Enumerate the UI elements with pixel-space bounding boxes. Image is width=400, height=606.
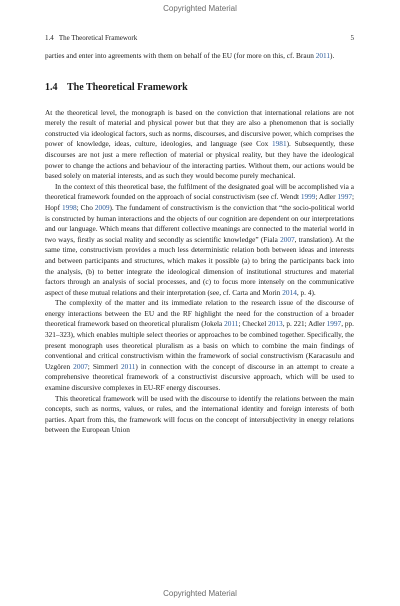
running-head-section: 1.4 The Theoretical Framework: [45, 34, 138, 42]
citation-link[interactable]: 2011: [315, 51, 331, 60]
paragraph-4: This theoretical framework will be used with the discourse to identify the relations between the main concepts, such as norms, values, or rules, and the international identity and foreign interests of both parties. Apart from this, the framework will focus on the concept of intersubjectivity in energy relations between the European Union: [45, 393, 354, 435]
citation-link[interactable]: 2013: [268, 319, 283, 329]
citation-link[interactable]: 1997: [326, 319, 342, 329]
paragraph-3: The complexity of the matter and its immediate relation to the research issue of the discourse of energy interactions between the EU and the RF highlight the need for the construction of a broader theoretical framework based on theoretical pluralism (Jokela 2011; Checkel 2013, p. 221; Adler 1997, pp. 321–323), which enables multiple select theories or approaches to be combined together. Specifically, the present monograph uses theoretical pluralism as a basis on which to combine the main findings of conventional and critical constructivism within the framework of social constructivism (Karacasulu and Uzgören 2007; Simmerl 2011) in connection with the concept of discourse in an attempt to create a comprehensive theoretical framework of a constructivist discursive approach, which will be used to examine discursive complexes in EU-RF energy discourses.: [45, 298, 355, 393]
citation-link[interactable]: 2009: [94, 202, 110, 212]
section-number: 1.4: [45, 81, 58, 93]
citation-link[interactable]: 1998: [62, 202, 77, 212]
copyright-watermark-bottom: Copyrighted Material: [163, 589, 237, 598]
paragraph-1: At the theoretical level, the monograph is based on the conviction that international relations are not merely the result of material and physical power but that they are also a phenomenon that is socially constructed via ideological factors, such as norms, discourses, and discursive power, which comprises the power of knowledge, ideas, culture, ideologies, and language (see Cox 1981). Subsequently, these discourses are not just a mere reflection of material or physical reality, but they have the ideological power to change the actions and behaviour of the interacting parties. Without them, our actions would be based solely on material interests, and as such they would become purely mechanical.: [45, 107, 354, 181]
citation-link[interactable]: 1981: [272, 139, 287, 149]
intro-paragraph: parties and enter into agreements with them on behalf of the EU (for more on this, cf. Braun 2011).: [45, 51, 335, 60]
page-number: 5: [350, 34, 354, 42]
section-title: The Theoretical Framework: [67, 81, 188, 93]
citation-link[interactable]: 2007: [73, 361, 88, 371]
citation-link[interactable]: 2007: [280, 234, 295, 244]
section-heading: [45, 82, 354, 94]
citation-link[interactable]: 2011: [224, 319, 239, 329]
citation-link[interactable]: 1997: [337, 192, 352, 202]
paragraph-2: In the context of this theoretical base, the fulfilment of the designated goal will be accomplished via a theoretical framework founded on the approach of social constructivism (see cf. Wendt 1999; Adler 1997; Hopf 1998; Cho 2009). The fundament of constructivism is the conviction that “the socio-political world is constructed by human interactions and the objects of our cognition are dependent on our interpretations and our language. Which means that different collective meanings are connected to the material world in two ways, firstly as social reality and secondly as scientific knowledge” (Fiala 2007, translation). At the same time, constructivism provides a much less deterministic relation both between ideas and interests and between participants and structures, which makes it possible (a) to bring the participants back into the analysis, (b) to better integrate the ideological dimension of institutional structures and material factors through an analysis of social processes, and (c) to focus more intensely on the communicative aspect of these mutual relations and their interpretation (see, cf. Carta and Morin 2014, p. 4).: [45, 181, 355, 297]
citation-link[interactable]: 2014: [282, 287, 297, 297]
copyright-watermark-top: Copyrighted Material: [163, 4, 237, 13]
page-body: [45, 51, 354, 436]
running-head: [45, 34, 354, 44]
citation-link[interactable]: 1999: [300, 192, 316, 202]
citation-link[interactable]: 2011: [121, 361, 136, 371]
